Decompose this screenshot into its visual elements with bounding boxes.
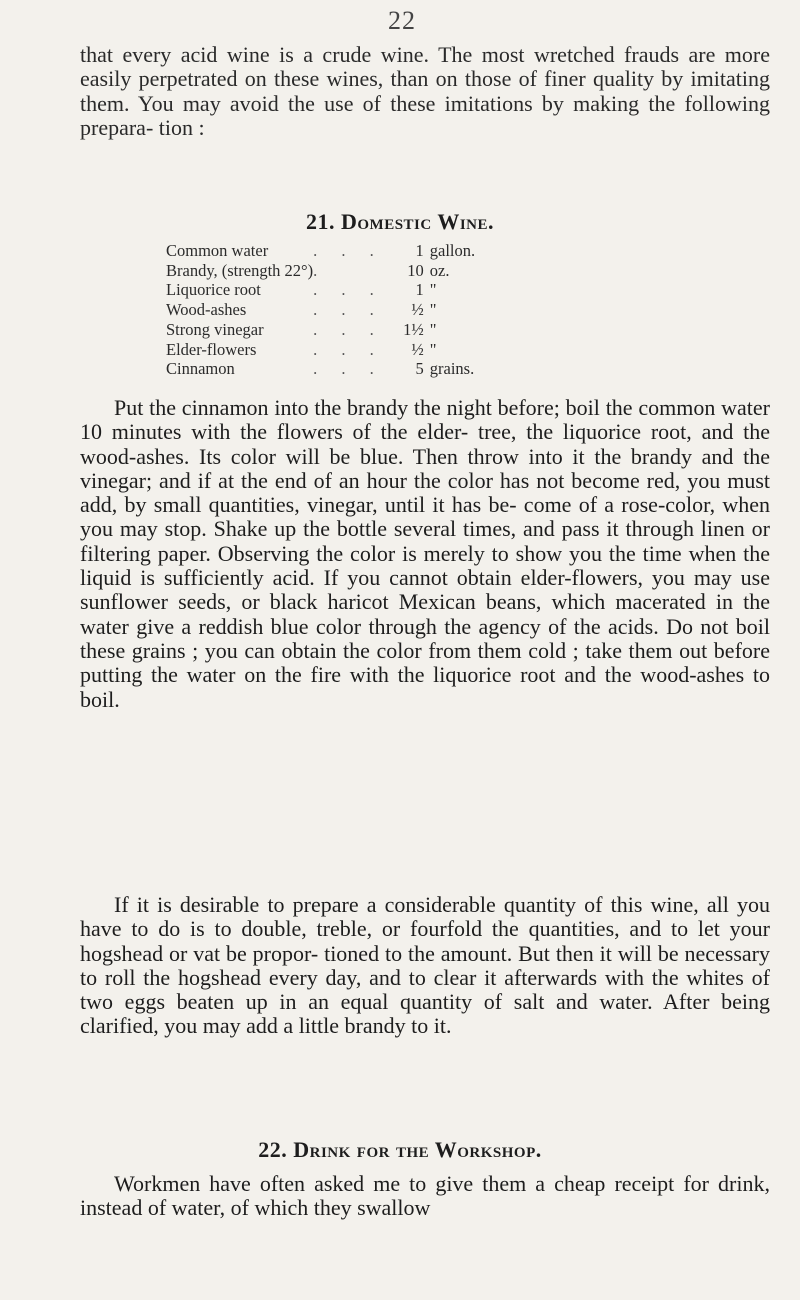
ingredient-name: Strong vinegar	[166, 319, 264, 339]
section-21-paragraph-2: If it is desirable to prepare a considerable quantity of this wine, all you have to do is to double, treble, or fourfold the quantities, and to let your hogshead or vat be propor- tioned to the amount. But then it will be necessary to roll the hogshead every day, and to clear it afterwards with the whites of two eggs beaten up in an equal quantity of salt and water. After being clarified, you may add a little brandy to it.	[80, 892, 770, 1039]
section-22-number: 22.	[258, 1137, 288, 1162]
leader-dots: .	[313, 260, 328, 280]
ingredient-amount: 1	[415, 280, 424, 300]
ingredient-amount: 10	[407, 260, 424, 280]
ingredient-unit: grains.	[429, 359, 475, 379]
section-21-number: 21.	[305, 209, 335, 234]
ingredient-name: Cinnamon	[166, 359, 235, 379]
section-21-title: Domestic Wine.	[340, 209, 494, 234]
ingredient-name: Wood-ashes	[166, 300, 247, 320]
ingredient-name: Common water	[166, 241, 269, 260]
ingredient-name: Brandy, (strength 22°)	[166, 260, 314, 280]
ingredient-unit: "	[429, 339, 437, 359]
ingredient-row	[166, 261, 475, 281]
ingredient-amount: ½	[411, 300, 424, 320]
ingredient-amount: 1½	[403, 319, 424, 339]
ingredient-unit: "	[429, 300, 437, 320]
leader-dots: . . .	[313, 300, 384, 320]
ingredient-row	[166, 241, 475, 261]
ingredient-row	[166, 280, 475, 300]
ingredient-table	[166, 241, 475, 379]
leader-dots: . . .	[313, 241, 384, 260]
ingredient-row	[166, 320, 475, 340]
ingredient-amount: ½	[411, 339, 424, 359]
ingredient-name: Elder-flowers	[166, 339, 257, 359]
leader-dots: . . .	[313, 280, 384, 300]
ingredient-unit: gallon.	[429, 241, 476, 260]
section-22-paragraph-1: Workmen have often asked me to give them a cheap receipt for drink, instead of water, of which they swallow	[80, 1171, 770, 1221]
ingredient-unit: "	[429, 280, 437, 300]
page-number: 22	[388, 6, 416, 35]
section-21-heading	[0, 209, 800, 235]
ingredient-row	[166, 340, 475, 360]
ingredient-amount: 5	[415, 359, 424, 379]
ingredient-row	[166, 300, 475, 320]
leader-dots: . . .	[313, 359, 384, 379]
intro-paragraph: that every acid wine is a crude wine. The most wretched frauds are more easily perpetrated on these wines, than on those of finer quality by imitating them. You may avoid the use of these imitations by making the following prepara- tion :	[80, 42, 770, 140]
section-22-title: Drink for the Workshop.	[293, 1137, 542, 1162]
section-22-heading	[0, 1137, 800, 1163]
ingredient-unit: oz.	[429, 260, 450, 280]
leader-dots: . . .	[313, 339, 384, 359]
ingredient-row	[166, 359, 475, 379]
section-21-paragraph-1: Put the cinnamon into the brandy the night before; boil the common water 10 minutes with the flowers of the elder- tree, the liquorice root, and the wood-ashes. Its color will be blue. Then throw into it the brandy and the vinegar; and if at the end of an hour the color has not become red, you must add, by small quantities, vinegar, until it has be- come of a rose-color, when you may stop. Shake up the bottle several times, and pass it through linen or filtering paper. Observing the color is merely to show you the time when the liquid is sufficiently acid. If you cannot obtain elder-flowers, you may use sunflower seeds, or black haricot Mexican beans, which macerated in the water give a reddish blue color through the agency of the acids. Do not boil these grains ; you can obtain the color from them cold ; take them out before putting the water on the fire with the liquorice root and the wood-ashes to boil.	[80, 395, 770, 712]
leader-dots: . . .	[313, 319, 384, 339]
ingredient-name: Liquorice root	[166, 280, 261, 300]
ingredient-amount: 1	[415, 241, 424, 260]
ingredient-unit: "	[429, 319, 437, 339]
